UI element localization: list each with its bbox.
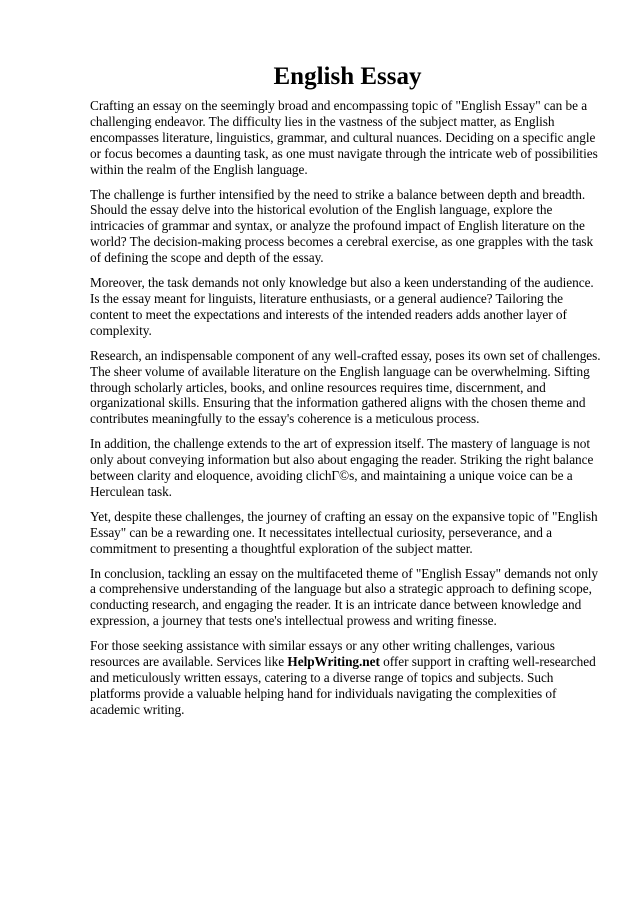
paragraph-2: The challenge is further intensified by the need to strike a balance between depth and breadth. Should the essay delve into the historical evolution of the English language, explore the intricacies of grammar and syntax, or analyze the profound impact of English literature on the world? The decision-making process becomes a cerebral exercise, as one grapples with the task of defining the scope and depth of the essay. [90, 186, 594, 266]
document-title: English Essay [273, 63, 422, 90]
paragraph-8-text-before: For those seeking assistance with similar essays or any other writing challenges, various resources are available. Services like [90, 638, 555, 670]
paragraph-3: Moreover, the task demands not only knowledge but also a keen understanding of the audience. Is the essay meant for linguists, literature enthusiasts, or a general audience? Tailoring the content to meet the expectations and interests of the intended readers adds another layer of complexity. [90, 275, 594, 338]
paragraph-5: In addition, the challenge extends to the art of expression itself. The mastery of language is not only about conveying information but also about engaging the reader. Striking the right balance between clarity and eloquence, avoiding clichГ©s, and maintaining a unique voice can be a Herculean task. [90, 436, 594, 499]
helpwriting-link[interactable]: HelpWriting.net [287, 654, 380, 670]
paragraph-8-text-after: offer support in crafting well-researched and meticulously written essays, catering to a diverse range of topics and subjects. Such platforms provide a valuable helping hand for individuals navigating the complexities of academic writing. [90, 654, 596, 717]
paragraph-6: Yet, despite these challenges, the journey of crafting an essay on the expansive topic of "English Essay" can be a rewarding one. It necessitates intellectual curiosity, perseverance, and a commitment to presenting a thoughtful exploration of the subject matter. [90, 508, 598, 556]
document-body [90, 62, 605, 727]
paragraph-7: In conclusion, tackling an essay on the multifaceted theme of "English Essay" demands not only a comprehensive understanding of the language but also a strategic approach to defining scope, conducting research, and engaging the reader. It is an intricate dance between knowledge and expression, a journey that tests one's intellectual prowess and writing finesse. [90, 565, 598, 629]
paragraph-4: Research, an indispensable component of any well-crafted essay, poses its own set of challenges. The sheer volume of available literature on the English language can be overwhelming. Sifting through scholarly articles, books, and online resources requires time, discernment, and organizational skills. Ensuring that the information gathered aligns with the chosen theme and contributes meaningfully to the essay's coherence is a meticulous process. [90, 347, 601, 427]
paragraph-8 [90, 638, 605, 718]
paragraph-1: Crafting an essay on the seemingly broad and encompassing topic of "English Essay" can be a challenging endeavor. The difficulty lies in the vastness of the subject matter, as English encompasses literature, linguistics, grammar, and cultural nuances. Deciding on a specific angle or focus becomes a daunting task, as one must navigate through the intricate web of possibilities within the realm of the English language. [90, 98, 598, 177]
